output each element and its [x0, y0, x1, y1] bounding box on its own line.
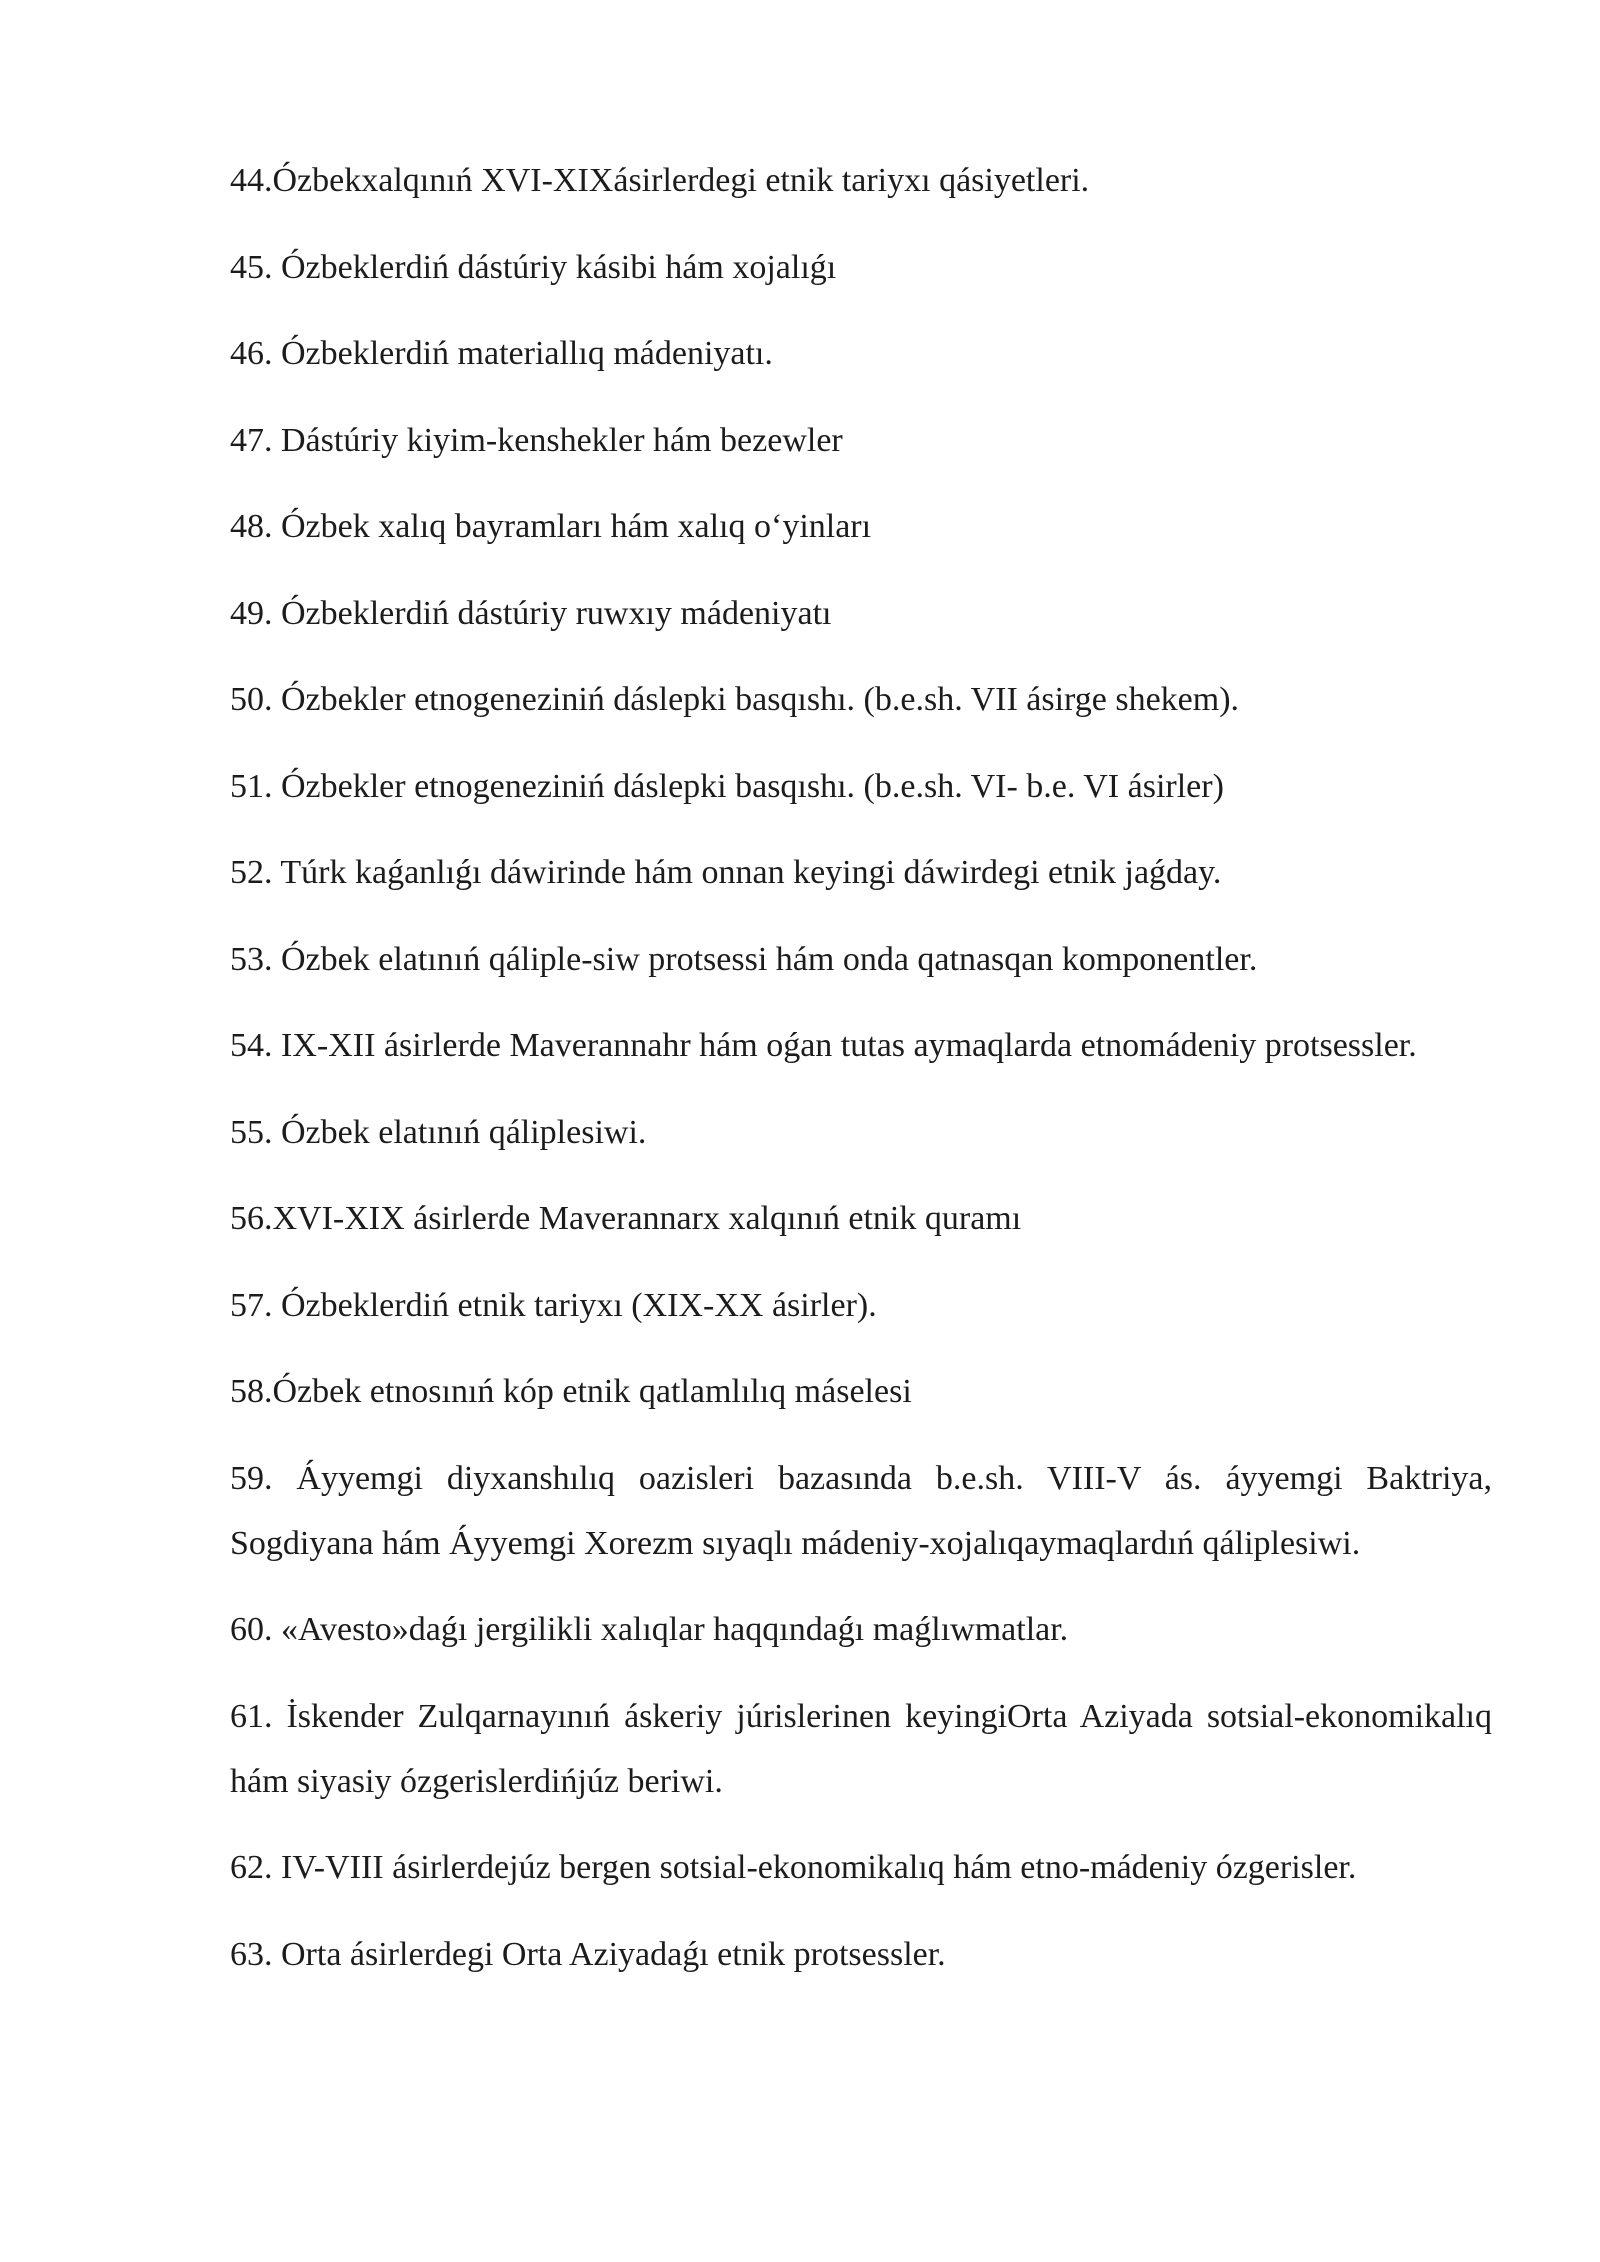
topic-item-56: 56.XVI-XIX ásirlerde Maverannarx xalqınıń etnik quramı: [230, 1200, 1022, 1237]
topic-item-57: 57. Ózbeklerdiń etnik tariyxı (XIX-XX ásirler).: [230, 1286, 877, 1324]
topic-item-52: 52. Túrk kaǵanlıǵı dáwirinde hám onnan keyingi dáwirdegi etnik jaǵday.: [230, 854, 1222, 891]
topic-item-61: 61. İskender Zulqarnayınıń áskeriy júrislerinen keyingiOrta Aziyada sotsial-ekonomikalıq hám siyasiy ózgerislerdińjúz beriwi.: [230, 1697, 1492, 1800]
topic-item-58: 58.Ózbek etnosınıń kóp etnik qatlamlılıq máselesi: [230, 1373, 912, 1410]
topic-item-53: 53. Ózbek elatınıń qáliple-siw protsessi hám onda qatnasqan komponentler.: [230, 940, 1258, 978]
topic-item-54: 54. IX-XII ásirlerde Maverannahr hám oǵan tutas aymaqlarda etnomádeniy protsessler.: [230, 1027, 1417, 1064]
topic-item-45: 45. Ózbeklerdiń dástúriy kásibi hám xojalıǵı: [230, 248, 837, 286]
topic-item-44: 44.Ózbekxalqınıń XVI-XIXásirlerdegi etnik tariyxı qásiyetleri.: [230, 162, 1090, 199]
topic-list: [230, 148, 1492, 2008]
topic-item-49: 49. Ózbeklerdiń dástúriy ruwxıy mádeniyatı: [230, 594, 832, 632]
topic-item-60: 60. «Avesto»daǵı jergilikli xalıqlar haqqındaǵı maǵlıwmatlar.: [230, 1611, 1069, 1648]
topic-item-55: 55. Ózbek elatınıń qáliplesiwi.: [230, 1113, 647, 1151]
topic-item-48: 48. Ózbek xalıq bayramları hám xalıq oʻyinları: [230, 508, 872, 545]
topic-item-50: 50. Ózbekler etnogeneziniń dáslepki basqıshı. (b.e.sh. VII ásirge shekem).: [230, 681, 1240, 718]
topic-item-62: 62. IV-VIII ásirlerdejúz bergen sotsial-ekonomikalıq hám etno-mádeniy ózgerisler.: [230, 1849, 1357, 1886]
topic-item-46: 46. Ózbeklerdiń materiallıq mádeniyatı.: [230, 335, 773, 372]
topic-item-59: 59. Áyyemgi diyxanshılıq oazisleri bazasında b.e.sh. VIII-V ás. áyyemgi Baktriya, Sogdiyana hám Áyyemgi Xorezm sıyaqlı mádeniy-xojalıqaymaqlardıń qáliplesiwi.: [230, 1459, 1492, 1562]
topic-item-51: 51. Ózbekler etnogeneziniń dáslepki basqıshı. (b.e.sh. VI- b.e. VI ásirler): [230, 767, 1224, 805]
topic-item-63: 63. Orta ásirlerdegi Orta Aziyadaǵı etnik protsessler.: [230, 1935, 946, 1973]
topic-item-47: 47. Dástúriy kiyim-kenshekler hám bezewler: [230, 421, 843, 459]
